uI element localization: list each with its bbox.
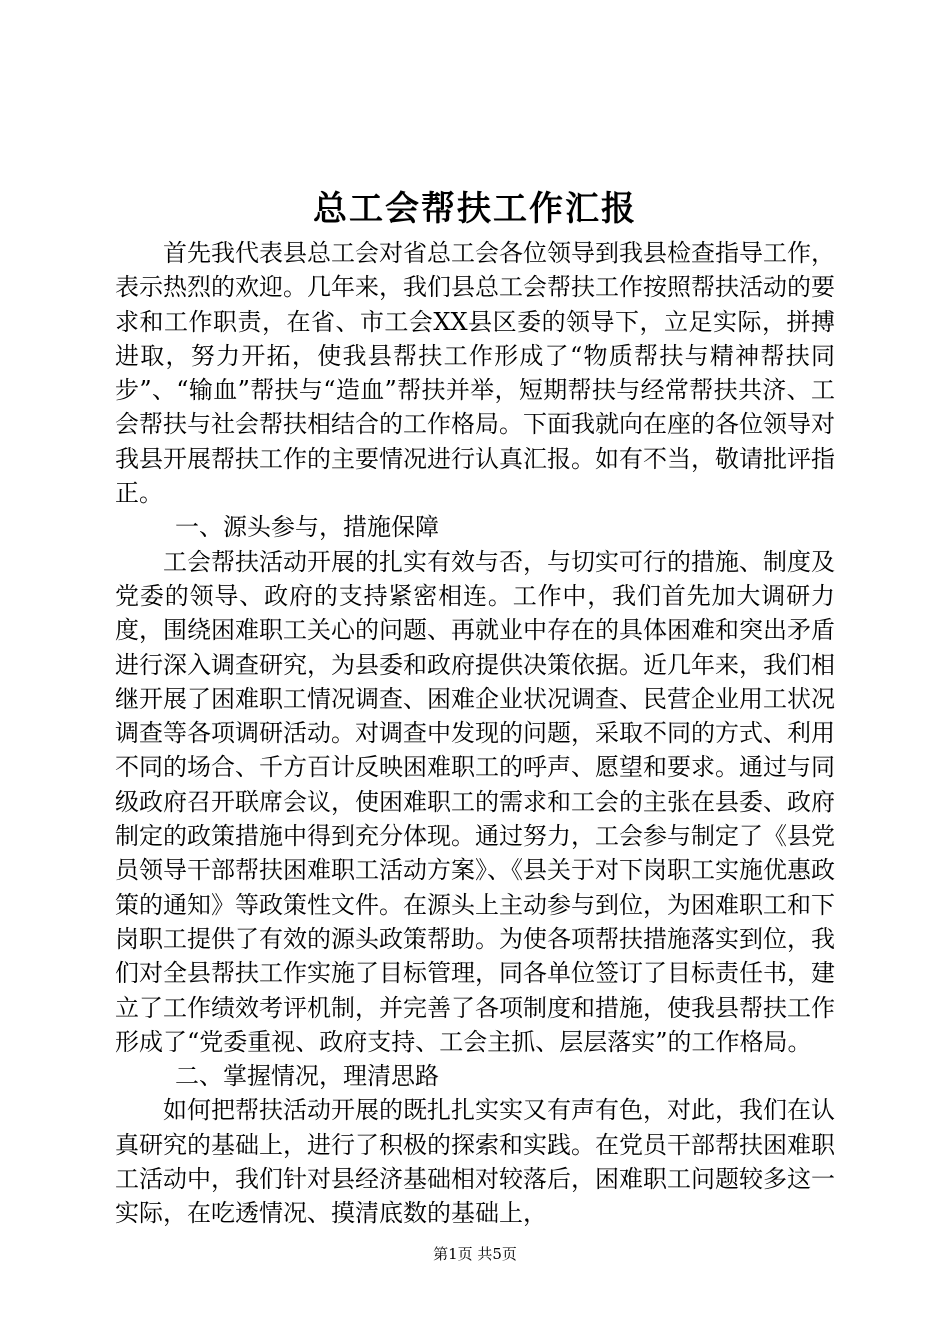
section-2-paragraph: 如何把帮扶活动开展的既扎扎实实又有声有色，对此，我们在认真研究的基础上，进行了积极的探索和实践。在党员干部帮扶困难职工活动中，我们针对县经济基础相对较落后，困难职工问题较多这一实际，在吃透情况、摸清底数的基础上， xyxy=(115,1096,835,1228)
document-body xyxy=(115,236,835,1231)
intro-paragraph: 首先我代表县总工会对省总工会各位领导到我县检查指导工作，表示热烈的欢迎。几年来，我们县总工会帮扶工作按照帮扶活动的要求和工作职责，在省、市工会XX县区委的领导下，立足实际，拼搏进取，努力开拓，使我县帮扶工作形成了“物质帮扶与精神帮扶同步”、“输血”帮扶与“造血”帮扶并举，短期帮扶与经常帮扶共济、工会帮扶与社会帮扶相结合的工作格局。下面我就向在座的各位领导对我县开展帮扶工作的主要情况进行认真汇报。如有不当，敬请批评指正。 xyxy=(115,239,835,508)
document-title: 总工会帮扶工作汇报 xyxy=(313,189,637,229)
section-1-paragraph: 工会帮扶活动开展的扎实有效与否，与切实可行的措施、制度及党委的领导、政府的支持紧密相连。工作中，我们首先加大调研力度，围绕困难职工关心的问题、再就业中存在的具体困难和突出矛盾进行深入调查研究，为县委和政府提供决策依据。近几年来，我们相继开展了困难职工情况调查、困难企业状况调查、民营企业用工状况调查等各项调研活动。对调查中发现的问题，采取不同的方式、利用不同的场合、千方百计反映困难职工的呼声、愿望和要求。通过与同级政府召开联席会议，使困难职工的需求和工会的主张在县委、政府制定的政策措施中得到充分体现。通过努力，工会参与制定了《县党员领导干部帮扶困难职工活动方案》、《县关于对下岗职工实施优惠政策的通知》等政策性文件。在源头上主动参与到位，为困难职工和下岗职工提供了有效的源头政策帮助。为使各项帮扶措施落实到位，我们对全县帮扶工作实施了目标管理，同各单位签订了目标责任书，建立了工作绩效考评机制，并完善了各项制度和措施，使我县帮扶工作形成了“党委重视、政府支持、工会主抓、层层落实”的工作格局。 xyxy=(115,547,835,1056)
section-heading-2: 二、掌握情况，理清思路 xyxy=(175,1062,439,1091)
section-heading-1: 一、源头参与，措施保障 xyxy=(175,513,439,542)
page-footer: 第1页 共5页 xyxy=(433,1245,517,1263)
